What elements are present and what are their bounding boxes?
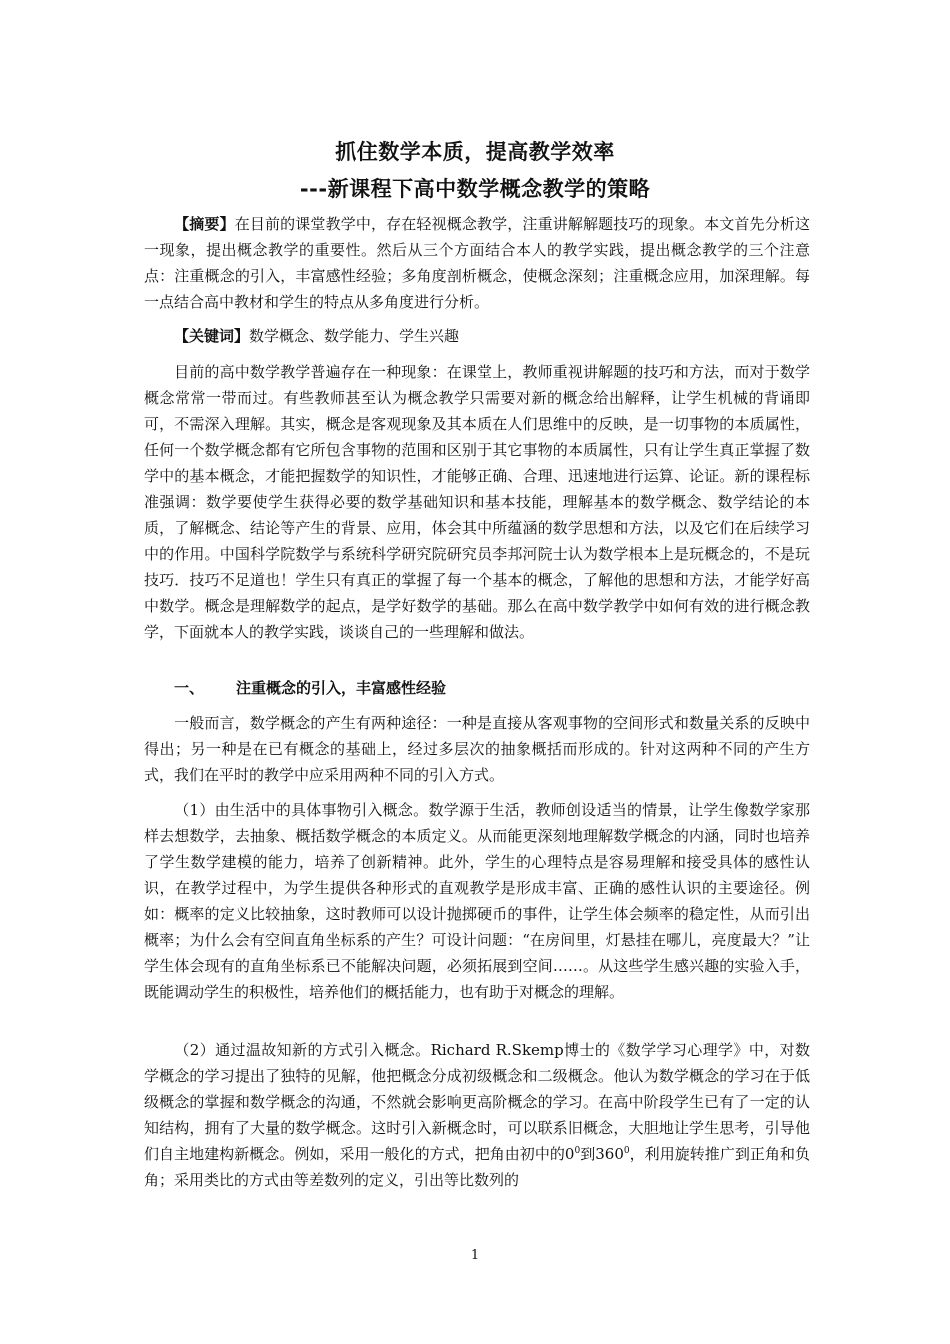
keywords-label: 【关键词】 — [174, 327, 250, 345]
paragraph-3-text-b: 到360 — [580, 1145, 624, 1163]
paragraph-3-text-c: ，利用旋转推广到正角和负角；采用类比的方式由等差数列的定义，引出等比数列的 — [144, 1145, 810, 1189]
keywords-paragraph — [144, 323, 810, 349]
section-heading — [144, 675, 810, 701]
body-paragraph-3 — [144, 1037, 810, 1193]
page-number: 1 — [470, 1248, 480, 1263]
degree-superscript: 0 — [623, 1146, 630, 1156]
intro-paragraph — [144, 359, 810, 645]
intro-text: 目前的高中数学教学普遍存在一种现象：在课堂上，教师重视讲解题的技巧和方法，而对于数学概念常常一带而过。有些教师甚至认为概念教学只需要对新的概念给出解释，让学生机械的背诵即可，不需深入理解。其实，概念是客观现象及其本质在人们思维中的反映，是一切事物的本质属性，任何一个数学概念都有它所包含事物的范围和区别于其它事物的本质属性，只有让学生真正掌握了数学中的基本概念，才能把握数学的知识性，才能够正确、合理、迅速地进行运算、论证。新的课程标准强调：数学要使学生获得必要的数学基础知识和基本技能，理解基本的数学概念、数学结论的本质，了解概念、结论等产生的背景、应用，体会其中所蕴涵的数学思想和方法，以及它们在后续学习中的作用。中国科学院数学与系统科学研究院研究员李邦河院士认为数学根本上是玩概念的，不是玩技巧．技巧不足道也！学生只有真正的掌握了每一个基本的概念，了解他的思想和方法，才能学好高中数学。概念是理解数学的起点，是学好数学的基础。那么在高中数学教学中如何有效的进行概念教学，下面就本人的教学实践，谈谈自己的一些理解和做法。 — [144, 363, 810, 641]
body-paragraph-2 — [144, 797, 810, 1005]
section-heading-text: 注重概念的引入，丰富感性经验 — [236, 679, 447, 697]
abstract-label: 【摘要】 — [174, 215, 235, 233]
body-paragraph-1 — [144, 710, 810, 788]
paragraph-2-text: （1）由生活中的具体事物引入概念。数学源于生活，教师创设适当的情景，让学生像数学家那样去想数学，去抽象、概括数学概念的本质定义。从而能更深刻地理解数学概念的内涵，同时也培养了学生数学建模的能力，培养了创新精神。此外，学生的心理特点是容易理解和接受具体的感性认识，在教学过程中，为学生提供各种形式的直观教学是形成丰富、正确的感性认识的主要途径。例如：概率的定义比较抽象，这时教师可以设计抛掷硬币的事件，让学生体会频率的稳定性，从而引出概率；为什么会有空间直角坐标系的产生？可设计问题：“在房间里，灯悬挂在哪儿，亮度最大？”让学生体会现有的直角坐标系已不能解决问题，必须拓展到空间……。从这些学生感兴趣的实验入手，既能调动学生的积极性，培养他们的概括能力，也有助于对概念的理解。 — [144, 801, 810, 1001]
document-subtitle: ---新课程下高中数学概念教学的策略 — [299, 177, 651, 201]
keywords-text: 数学概念、数学能力、学生兴趣 — [249, 327, 460, 345]
abstract-paragraph — [144, 211, 810, 315]
paragraph-1-text: 一般而言，数学概念的产生有两种途径：一种是直接从客观事物的空间形式和数量关系的反映中得出；另一种是在已有概念的基础上，经过多层次的抽象概括而形成的。针对这两种不同的产生方式，我们在平时的教学中应采用两种不同的引入方式。 — [144, 714, 810, 784]
degree-superscript: 0 — [574, 1146, 581, 1156]
document-title: 抓住数学本质，提高教学效率 — [335, 140, 615, 164]
paragraph-3-text-a: （2）通过温故知新的方式引入概念。Richard R.Skemp博士的《数学学习心理学》中，对数学概念的学习提出了独特的见解，他把概念分成初级概念和二级概念。他认为数学概念的学习在于低级概念的掌握和数学概念的沟通，不然就会影响更高阶概念的学习。在高中阶段学生已有了一定的认知结构，拥有了大量的数学概念。这时引入新概念时，可以联系旧概念，大胆地让学生思考，引导他们自主地建构新概念。例如，采用一般化的方式，把角由初中的0 — [144, 1041, 810, 1163]
section-number: 一、 — [174, 679, 205, 697]
abstract-text: 在目前的课堂教学中，存在轻视概念教学，注重讲解解题技巧的现象。本文首先分析这一现象，提出概念教学的重要性。然后从三个方面结合本人的教学实践，提出概念教学的三个注意点：注重概念的引入，丰富感性经验；多角度剖析概念，使概念深刻；注重概念应用，加深理解。每一点结合高中教材和学生的特点从多角度进行分析。 — [144, 215, 810, 311]
